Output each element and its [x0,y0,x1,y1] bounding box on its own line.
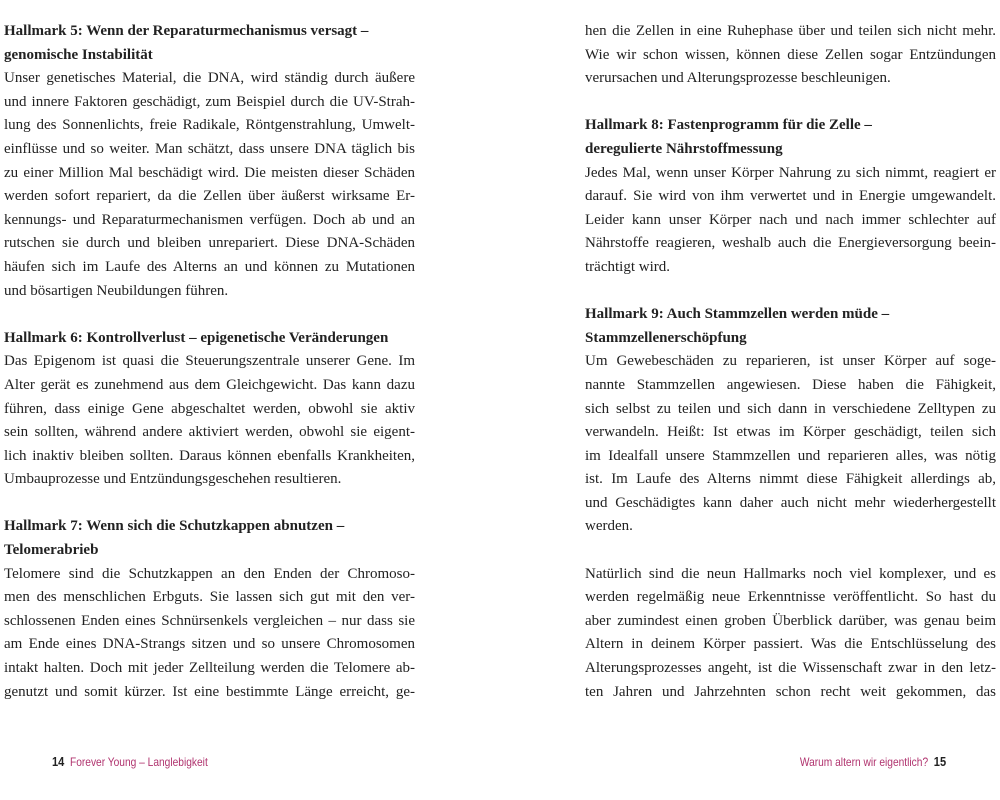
text-line: werden sofort repariert, da die Zellen über äußerst wirksame Er- [4,188,415,205]
text-line: deregulierte Nährstoffmessung [585,140,783,157]
text-line: verursachen und Alterungsprozesse beschleunigen. [585,70,891,87]
text-line: Hallmark 8: Fastenprogramm für die Zelle – [585,117,872,134]
text-line: und bösartigen Neubildungen führen. [4,282,229,299]
text-line: Alterungsprozesses angeht, ist die Wissenschaft zwar in den letz- [585,660,996,677]
text-line: darauf. Sie wird von ihm verwertet und in Energie umgewandelt. [585,188,996,205]
page-number-right: 15 [933,754,946,769]
text-line: Natürlich sind die neun Hallmarks noch viel komplexer, und es [585,565,996,582]
text-line: Hallmark 9: Auch Stammzellen werden müde – [585,306,890,323]
text-line: Altern in deinem Körper passiert. Was die Entschlüsselung des [585,636,996,653]
paragraph [585,350,996,539]
text-line: zu einer Million Mal beschädigt wird. Die meisten dieser Schäden [4,164,415,181]
paragraph [585,563,996,705]
text-line: am Ende eines DNA-Strangs sitzen und so unsere Chromosomen [4,636,415,653]
running-title-left: Forever Young – Langlebigkeit [69,755,208,769]
text-line: genomische Instabilität [4,46,153,63]
paragraph-spacer [4,492,415,516]
text-line: verwandeln. Heißt: Ist etwas im Körper geschädigt, teilen sich [585,424,996,441]
paragraph-spacer [585,91,996,115]
text-line: Alter gerät es zunehmend aus dem Gleichgewicht. Das kann dazu [4,376,415,393]
paragraph [4,67,415,303]
section-heading [4,327,415,351]
text-line: lich inaktiv bleiben sollten. Daraus können ebenfalls Krankheiten, [4,447,415,464]
text-line: häufen sich im Laufe des Alterns an und können zu Mutationen [4,258,415,275]
text-line: rutschen sie durch und bleiben unrepariert. Diese DNA-Schäden [4,235,415,252]
section-heading [585,303,996,350]
right-page [585,20,996,704]
section-heading [4,20,415,67]
text-line: werden. [585,518,633,535]
text-line: genutzt und somit kürzer. Ist eine bestimmte Länge erreicht, ge- [4,683,415,700]
text-line: Telomere sind die Schutzkappen an den Enden der Chromoso- [4,565,415,582]
text-line: Wie wir schon wissen, können diese Zellen sogar Entzündungen [585,46,996,63]
text-line: werden regelmäßig neue Erkenntnisse veröffentlicht. So hast du [585,589,996,606]
text-line: Hallmark 6: Kontrollverlust – epigenetische Veränderungen [4,329,389,346]
text-line: Nährstoffe reagieren, weshalb auch die Energieversorgung beein- [585,235,996,252]
text-line: sein sollten, während andere aktiviert werden, obwohl sie eigent- [4,424,415,441]
text-line: Unser genetisches Material, die DNA, wird ständig durch äußere [4,70,415,87]
footer-left [52,754,208,769]
text-line: hen die Zellen in eine Ruhephase über und teilen sich nicht mehr. [585,23,996,39]
text-line: men des menschlichen Erbguts. Sie lassen sich gut mit den ver- [4,589,415,606]
text-line: intakt halten. Doch mit jeder Zellteilung werden die Telomere ab- [4,660,415,677]
page-number-left: 14 [52,754,65,769]
text-line: Das Epigenom ist quasi die Steuerungszentrale unserer Gene. Im [4,353,415,370]
text-line: Jedes Mal, wenn unser Körper Nahrung zu sich nimmt, reagiert er [585,164,996,181]
text-line: führen, dass einige Gene abgeschaltet werden, obwohl sie aktiv [4,400,415,417]
text-line: und innere Faktoren geschädigt, zum Beispiel durch die UV-Strah- [4,93,415,110]
text-line: Leider kann unser Körper nach und nach immer schlechter auf [585,211,996,228]
paragraph-spacer [585,280,996,304]
text-line: Umbauprozesse und Entzündungsgeschehen resultieren. [4,471,342,488]
text-line: nannte Stammzellen angewiesen. Diese haben die Fähigkeit, [585,376,996,393]
paragraph-spacer [585,539,996,563]
text-line: Hallmark 7: Wenn sich die Schutzkappen abnutzen – [4,518,345,535]
footer-right [800,754,946,769]
paragraph [4,350,415,492]
running-title-right: Warum altern wir eigentlich? [799,755,929,769]
text-line: ten Jahren und Jahrzehnten schon recht weit gekommen, das [585,683,996,700]
text-line: im Idealfall unsere Stammzellen und reparieren alles, was nötig [585,447,996,464]
text-line: einflüsse und so weiter. Man schätzt, dass unsere DNA täglich bis [4,140,415,157]
paragraph [585,20,996,91]
left-page [4,20,415,704]
section-heading [4,515,415,562]
text-line: Telomerabrieb [4,542,99,559]
paragraph-spacer [4,303,415,327]
text-line: sich selbst zu teilen und sich dann in verschiedene Zelltypen zu [585,400,996,417]
text-line: Stammzellenerschöpfung [585,329,747,346]
text-line: lung des Sonnenlichts, freie Radikale, Röntgenstrahlung, Umwelt- [4,117,415,134]
text-line: schlossenen Enden eines Schnürsenkels vergleichen – nur dass sie [4,612,415,629]
text-line: trächtigt wird. [585,258,670,275]
text-line: und Geschädigtes kann daher auch nicht mehr wiederhergestellt [585,494,996,511]
text-line: Hallmark 5: Wenn der Reparaturmechanismus versagt – [4,23,369,39]
text-line: kennungs- und Reparaturmechanismen verfügen. Doch ab und an [4,211,415,228]
text-line: aber zumindest einen groben Überblick darüber, was genau beim [585,612,996,629]
paragraph [585,162,996,280]
section-heading [585,114,996,161]
paragraph [4,563,415,705]
text-line: ist. Im Laufe des Alterns nimmt diese Fähigkeit allerdings ab, [585,471,996,488]
text-line: Um Gewebeschäden zu reparieren, ist unser Körper auf soge- [585,353,996,370]
